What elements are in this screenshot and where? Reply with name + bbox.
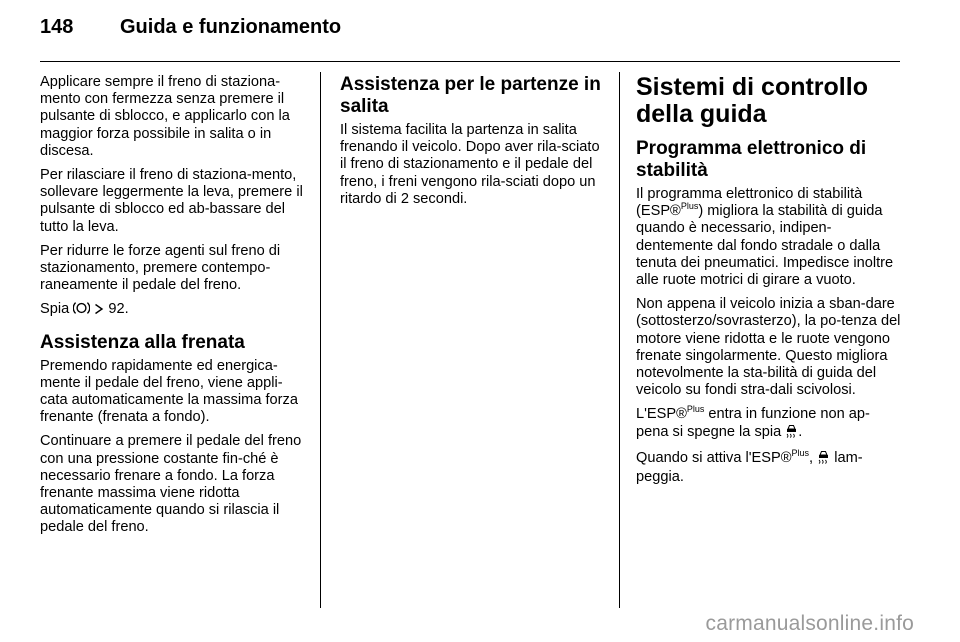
heading-hill-start-assist: Assistenza per le partenze in salita bbox=[340, 74, 601, 117]
page-title: Guida e funzionamento bbox=[120, 16, 342, 38]
header-rule bbox=[40, 61, 900, 62]
paragraph-reduce-forces: Per ridurre le forze agenti sul freno di stazionamento, premere contempo-raneamente il pedale del freno. bbox=[40, 242, 281, 294]
esp-skid-icon bbox=[817, 450, 830, 469]
paragraph-release-brake: Per rilasciare il freno di staziona-mento, sollevare leggermente la leva, premere il pulsante di sblocco ed ab-bassare del tutto la leva. bbox=[40, 167, 303, 235]
column-2 bbox=[340, 74, 602, 215]
page-number: 148 bbox=[40, 16, 74, 38]
paragraph-esp-active: L'ESP®$^{Plus}$ entra in funzione non ap-pena si spegne la spia . bbox=[636, 406, 902, 442]
column-3 bbox=[636, 74, 902, 493]
watermark: carmanualsonline.info bbox=[705, 612, 914, 635]
page-reference[interactable]: 92. bbox=[108, 301, 129, 318]
heading-brake-assist: Assistenza alla frenata bbox=[40, 331, 245, 353]
column-divider-2 bbox=[619, 72, 620, 608]
paragraph-esp-flashing: Quando si attiva l'ESP®$^{Plus}$, lam-peggia. bbox=[636, 447, 863, 486]
heading-driving-control-systems: Sistemi di controllo della guida bbox=[636, 73, 868, 128]
paragraph-esp-intro: Il programma elettronico di stabilità (ESP®$^{Plus}$) migliora la stabilità di guida quando è necessario, indipen-dentemente dal fondo stradale o dalla tenuta dei pneumatici. Impedisce inoltre alle ruote motrici di girare a vuoto. bbox=[636, 186, 894, 289]
esp-skid-icon bbox=[785, 424, 798, 443]
brake-warning-icon bbox=[73, 301, 90, 320]
column-divider-1 bbox=[320, 72, 321, 608]
paragraph-warning-lamp bbox=[40, 301, 304, 320]
warning-lamp-label: Spia bbox=[40, 301, 70, 318]
arrow-ref-icon bbox=[94, 303, 104, 320]
heading-esp: Programma elettronico di stabilità bbox=[636, 138, 867, 181]
paragraph-brake-assist-1: Premendo rapidamente ed energica-mente il pedale del freno, viene appli-cata automaticamente la massima forza frenante (frenata a fondo). bbox=[40, 357, 298, 426]
paragraph-brake-assist-2: Continuare a premere il pedale del freno con una pressione costante fin-ché è necessario frenare a fondo. La forza frenante massima viene ridotta automaticamente quando si rilascia il pedale del freno. bbox=[40, 433, 302, 536]
paragraph-esp-skid: Non appena il veicolo inizia a sban-dare (sottosterzo/sovrasterzo), la po-tenza del motore viene ridotta e le ruote vengono frenate singolarmente. Questo migliora notevolmente la sta-bilità di guida del veicolo su fondi stra-dali scivolosi. bbox=[636, 296, 901, 399]
paragraph-hill-start-assist: Il sistema facilita la partenza in salita frenando il veicolo. Dopo aver rila-sciato il freno di stazionamento e il pedale del freno, i freni vengono rila-sciati dopo un ritardo di 2 secondi. bbox=[340, 122, 600, 207]
paragraph-apply-brake: Applicare sempre il freno di staziona-mento con fermezza senza premere il pulsante di sblocco, e applicarlo con la maggior forza possibile in salita o in discesa. bbox=[40, 74, 290, 159]
column-1 bbox=[40, 74, 304, 544]
